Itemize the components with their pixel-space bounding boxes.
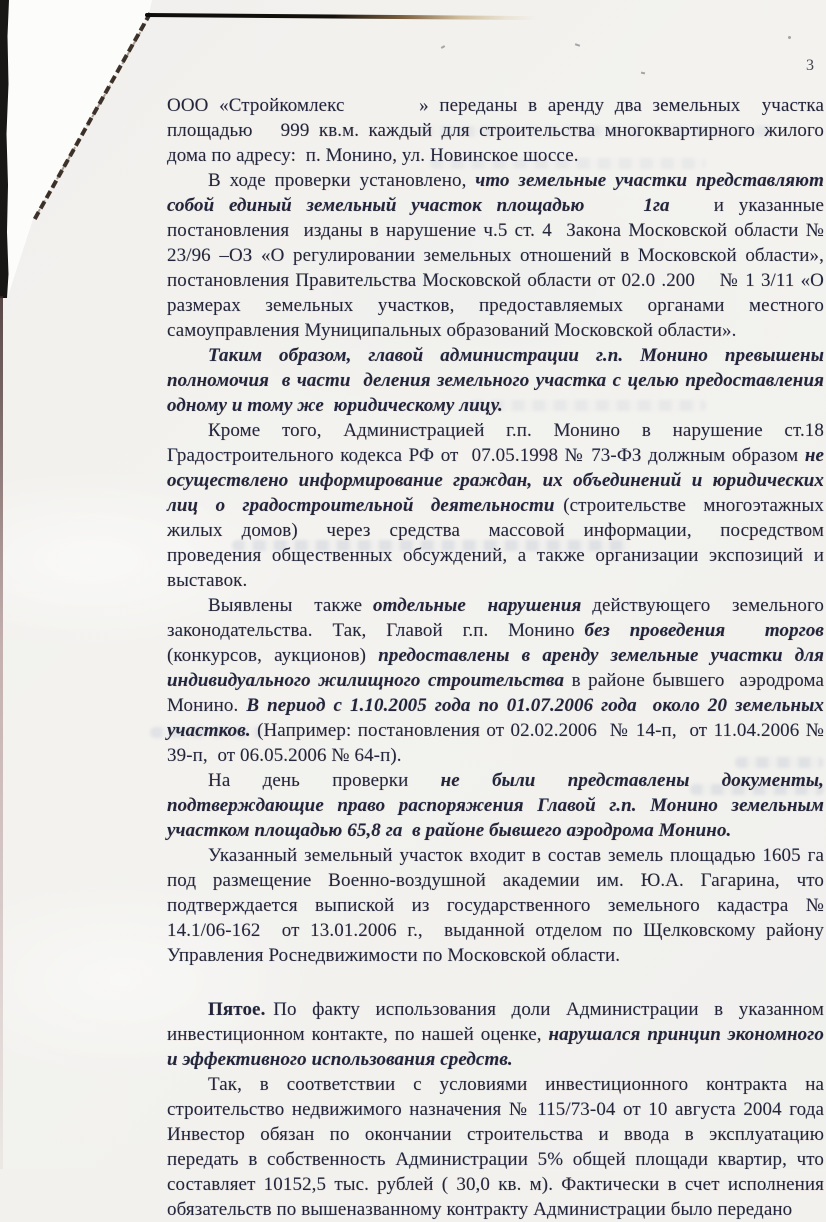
document-body: [167, 93, 824, 1222]
scan-speck: [441, 45, 445, 49]
page-number: 3: [806, 57, 815, 74]
paragraph-authority-exceeded: Таким образом, главой администрации г.п. Монино превышены полномочия в части деления земельного участка с целью предоставления одному и тому же юридическому лицу.: [167, 345, 824, 416]
paragraph-fifth-finding: Пятое. По факту использования доли Администрации в указанном инвестиционном контакте, по нашей оценке, нарушался принцип экономного и эффективного использования средств.: [167, 999, 824, 1070]
paragraph-town-planning-code: Кроме того, Администрацией г.п. Монино в нарушение ст.18 Градостроительного кодекса РФ от 07.05.1998 № 73-ФЗ должным образом не осуществлено информирование граждан, их объединений и юридических лиц о градостроительной деятельности (строительстве многоэтажных жилых домов) через средства массовой информации, посредством проведения общественных обсуждений, а также организации экспозиций и выставок.: [167, 420, 824, 591]
paragraph-lease-plots: ООО «Стройкомлекс » переданы в аренду два земельных участка площадью 999 кв.м. каждый для строительства многоквартирного жилого дома по адресу: п. Монино, ул. Новинское шоссе.: [167, 95, 824, 166]
scan-speck: [641, 72, 645, 75]
scan-top-edge-line: [145, 13, 537, 20]
paragraph-land-violations: Выявлены также отдельные нарушения действующего земельного законодательства. Так, Главой г.п. Монино без проведения торгов (конкурсов, аукционов) предоставлены в аренду земельные участки для индивидуального жилищного строительства в районе бывшего аэродрома Монино. В период с 1.10.2005 года по 01.07.2006 года около 20 земельных участков. (Например: постановления от 02.02.2006 № 14-п, от 11.04.2006 № 39-п, от 06.05.2006 № 64-п).: [167, 595, 825, 766]
paragraph-inspection-found: В ходе проверки установлено, что земельные участки представляют собой единый земельный участок площадью 1га и указанные постановления изданы в нарушение ч.5 ст. 4 Закона Московской области № 23/96 –ОЗ «О регулировании земельных отношений в Московской области», постановления Правительства Московской области от 02.0 .200 № 1 3/11 «О размерах земельных участков, предоставляемых органами местного самоуправления Муниципальных образований Московской области».: [167, 170, 825, 341]
scan-speck: [575, 43, 580, 47]
scan-speck: [788, 36, 791, 39]
paragraph-cadastre-extract: Указанный земельный участок входит в состав земель площадью 1605 га под размещение Военно-воздушной академии им. Ю.А. Гагарина, что подтверждается выпиской из государственного земельного кадастра № 14.1/06-162 от 13.01.2006 г., выданной отделом по Щелковскому району Управления Роснедвижимости по Московской области.: [167, 845, 824, 966]
scan-left-edge-line: [0, 296, 3, 1169]
paragraph-investment-contract: Так, в соответствии с условиями инвестиционного контракта на строительство недвижимого назначения № 115/73-04 от 10 августа 2004 года Инвестор обязан по окончании строительства и ввода в эксплуатацию передать в собственность Администрации 5% общей площади квартир, что составляет 10152,5 тыс. рублей ( 30,0 кв. м). Фактически в счет исполнения обязательств по вышеназванному контракту Администрации было передано: [167, 1074, 824, 1220]
paragraph-missing-documents: На день проверки не были представлены документы, подтверждающие право распоряжения Главой г.п. Монино земельным участком площадью 65,8 га в районе бывшего аэродрома Монино.: [167, 770, 824, 841]
page-corner-fold: [0, 0, 170, 300]
